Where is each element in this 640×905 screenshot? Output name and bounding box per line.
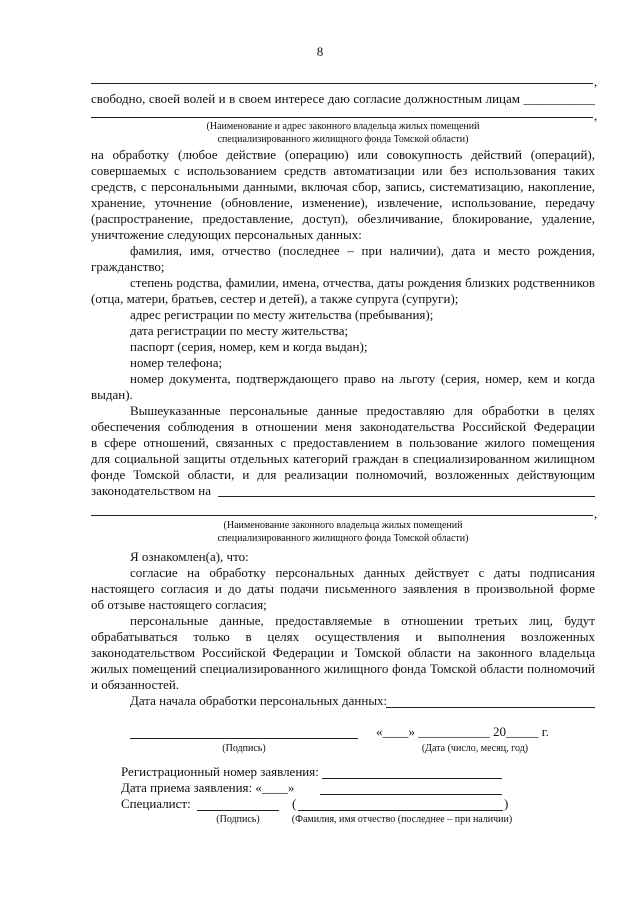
para1-line: хранение, уточнение (обновление, изменение), извлечение, использование, передачу <box>91 195 595 210</box>
para4-line: законодательством Российской Федерации и Томской области на законного владельца <box>91 645 595 660</box>
date-caption: (Дата (число, месяц, год) <box>421 743 529 754</box>
date-line: «____» ___________ 20_____ г. <box>376 724 549 739</box>
start-date-label: Дата начала обработки персональных данных: <box>130 693 388 708</box>
paren-open: ( <box>292 796 297 811</box>
comma: , <box>594 108 598 123</box>
para3-line: согласие на обработку персональных данных действует с даты подписания <box>130 565 595 580</box>
para4-last: и обязанностей. <box>91 677 180 692</box>
item-fio-cont: гражданство; <box>91 259 165 274</box>
operator-name-line-2 <box>91 515 593 516</box>
para3-last: об отзыве настоящего согласия; <box>91 597 267 612</box>
para4-line: жилых помещений специализированного жилищного фонда Томской области полномочий <box>91 661 595 676</box>
item-relatives: степень родства, фамилии, имена, отчества, даты рождения близких родственников <box>130 275 595 290</box>
comma: , <box>594 506 598 521</box>
para4-line: обрабатываться только в целях осуществления и выполнения возложенных <box>91 629 595 644</box>
paren-close: ) <box>504 796 509 811</box>
specialist-signature-line <box>197 810 279 811</box>
owner-caption-line1: (Наименование и адрес законного владельца жилых помещений <box>206 121 480 132</box>
operator-name-line <box>218 496 595 497</box>
operator-caption-line1: (Наименование законного владельца жилых помещений <box>223 520 463 531</box>
para2-line: фонде Томской области, и для реализации полномочий, возложенных действующим <box>91 467 595 482</box>
signature-line <box>130 738 358 739</box>
page-number: 8 <box>316 44 324 59</box>
para2-line: в сфере отношений, связанных с предоставлением в пользование жилого помещения <box>91 435 595 450</box>
item-reg-date: дата регистрации по месту жительства; <box>130 323 349 338</box>
item-passport: паспорт (серия, номер, кем и когда выдан); <box>130 339 368 354</box>
para2-line: для социальной защиты отдельных категорий граждан в специализированном жилищном <box>91 451 595 466</box>
para2-line: Вышеуказанные персональные данные предоставляю для обработки в целях <box>130 403 595 418</box>
applicant-name-line <box>91 83 593 84</box>
para1-line: уничтожение следующих персональных данных: <box>91 227 362 242</box>
reg-number-line <box>322 778 502 779</box>
comma: , <box>594 74 598 89</box>
acknowledged-heading: Я ознакомлен(а), что: <box>130 549 249 564</box>
specialist-name-caption: (Фамилия, имя отчество (последнее – при наличии) <box>291 814 513 825</box>
para4-line: персональные данные, предоставляемые в отношении третьих лиц, будут <box>130 613 595 628</box>
receipt-date-label: Дата приема заявления: «____» <box>121 780 295 795</box>
para1-line: (распространение, предоставление, доступ), обезличивание, блокирование, удаление, <box>91 211 595 226</box>
receipt-date-line <box>320 794 502 795</box>
signature-caption: (Подпись) <box>222 743 266 754</box>
operator-caption-line2: специализированного жилищного фонда Томской области) <box>217 533 469 544</box>
owner-caption-line2: специализированного жилищного фонда Томской области) <box>217 134 469 145</box>
specialist-sign-caption: (Подпись) <box>216 814 260 825</box>
owner-name-line <box>91 117 593 118</box>
intro-line: свободно, своей волей и в своем интересе даю согласие должностным лицам ___________ <box>91 91 595 106</box>
para2-line: обеспечения соблюдения в отношении меня законодательства Российской Федерации <box>91 419 595 434</box>
item-fio: фамилия, имя, отчество (последнее – при наличии), дата и место рождения, <box>130 243 595 258</box>
item-address: адрес регистрации по месту жительства (пребывания); <box>130 307 434 322</box>
reg-number-label: Регистрационный номер заявления: <box>121 764 319 779</box>
item-phone: номер телефона; <box>130 355 223 370</box>
para1-line: средств, с персональными данными, включая сбор, запись, систематизацию, накопление, <box>91 179 595 194</box>
para2-last: законодательством на <box>91 483 212 498</box>
para1-line: совершаемых с использованием средств автоматизации или без использования таких <box>91 163 595 178</box>
specialist-label: Специалист: <box>121 796 191 811</box>
item-benefit: номер документа, подтверждающего право на льготу (серия, номер, кем и когда <box>130 371 595 386</box>
specialist-name-line <box>298 810 503 811</box>
para3-line: настоящего согласия и до даты подачи письменного заявления в произвольной форме <box>91 581 595 596</box>
start-date-line <box>386 707 595 708</box>
para1-line: на обработку (любое действие (операцию) или совокупность действий (операций), <box>91 147 595 162</box>
item-benefit-cont: выдан). <box>91 387 133 402</box>
item-relatives-cont: (отца, матери, братьев, сестер и детей), а также супруга (супруги); <box>91 291 459 306</box>
